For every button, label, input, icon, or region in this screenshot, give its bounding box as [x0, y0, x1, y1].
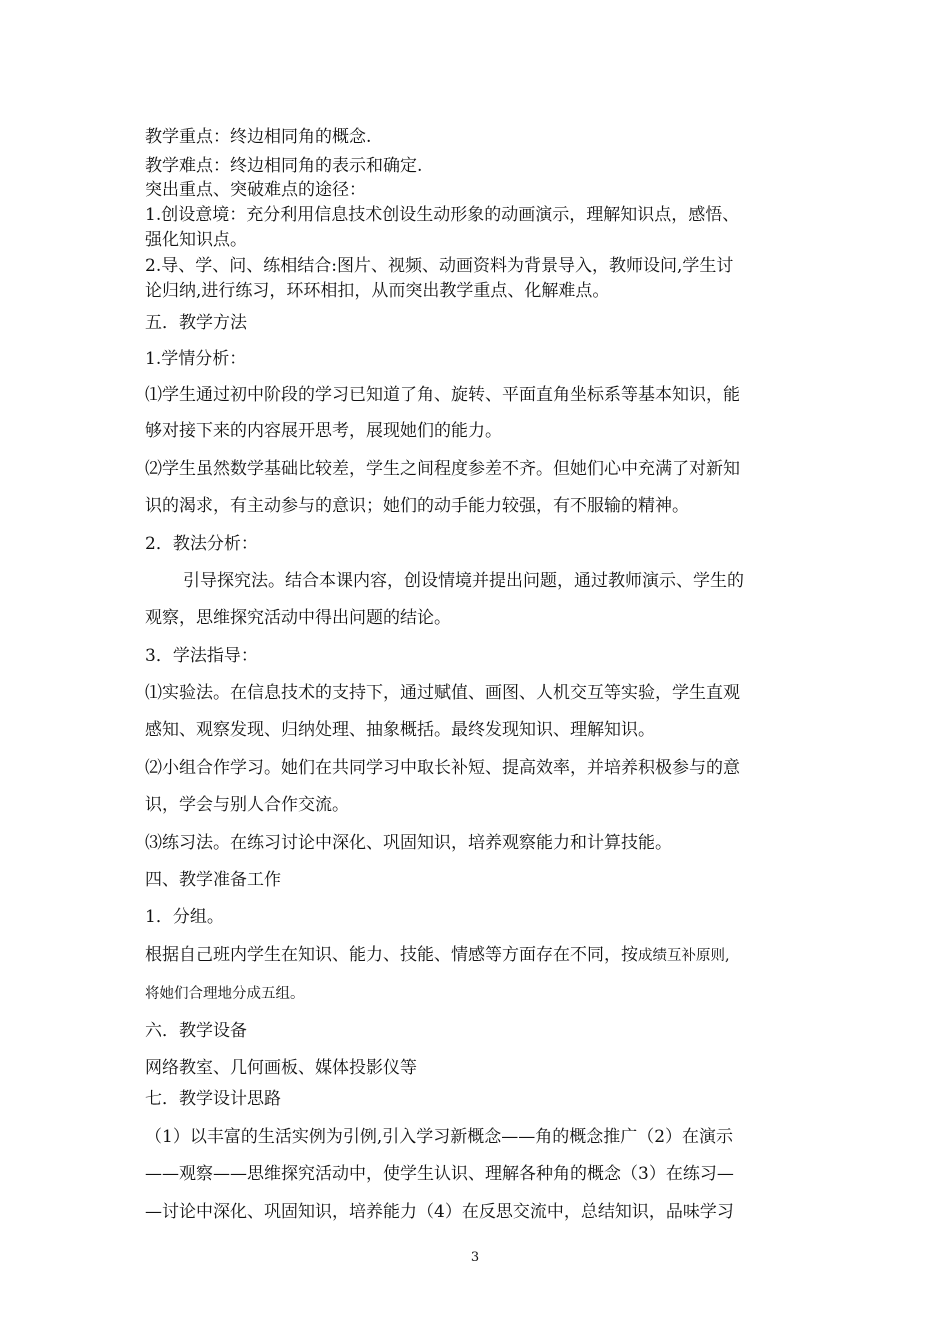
subsection-heading: 1.学情分析： — [145, 349, 247, 369]
text-segment-small: 成绩互补原则, — [638, 948, 730, 964]
text-line: 感知、观察发现、归纳处理、抽象概括。最终发现知识、理解知识。 — [145, 720, 655, 740]
page-number: 3 — [470, 1250, 480, 1265]
approach-heading: 突出重点、突破难点的途径： — [145, 180, 366, 200]
section-heading: 五．教学方法 — [145, 313, 247, 333]
text-line: 1.创设意境：充分利用信息技术创设生动形象的动画演示，理解知识点，感悟、 — [145, 205, 740, 225]
text-line: 网络教室、几何画板、媒体投影仪等 — [145, 1058, 417, 1078]
text-line: 观察，思维探究活动中得出问题的结论。 — [145, 608, 451, 628]
text-line: 2.导、学、问、练相结合:图片、视频、动画资料为背景导入，教师设问,学生讨 — [145, 256, 734, 276]
difficulty-line: 教学难点：终边相同角的表示和确定. — [145, 156, 423, 176]
text-line: 识的渴求，有主动参与的意识；她们的动手能力较强，有不服输的精神。 — [145, 496, 689, 516]
text-line: ——观察——思维探究活动中，使学生认识、理解各种角的概念（3）在练习— — [145, 1164, 734, 1184]
text-line: 够对接下来的内容展开思考，展现她们的能力。 — [145, 421, 502, 441]
section-heading: 六．教学设备 — [145, 1021, 247, 1041]
subsection-heading: 3．学法指导： — [145, 646, 258, 666]
text-line: ⑵小组合作学习。她们在共同学习中取长补短、提高效率，并培养积极参与的意 — [145, 758, 740, 778]
text-line: ⑴学生通过初中阶段的学习已知道了角、旋转、平面直角坐标系等基本知识，能 — [145, 385, 740, 405]
subsection-heading: 2．教法分析： — [145, 534, 258, 554]
subsection-heading: 1．分组。 — [145, 907, 224, 927]
text-line — [145, 945, 730, 966]
text-line: 识，学会与别人合作交流。 — [145, 795, 349, 815]
text-line: 引导探究法。结合本课内容，创设情境并提出问题，通过教师演示、学生的 — [183, 571, 744, 591]
key-point-line: 教学重点：终边相同角的概念. — [145, 127, 372, 147]
text-segment: 根据自己班内学生在知识、能力、技能、情感等方面存在不同，按 — [145, 945, 638, 965]
text-line: 强化知识点。 — [145, 230, 247, 250]
section-heading: 七．教学设计思路 — [145, 1089, 281, 1109]
text-line: 将她们合理地分成五组。 — [145, 986, 305, 1002]
section-heading: 四、教学准备工作 — [145, 870, 281, 890]
text-line: 论归纳,进行练习，环环相扣，从而突出教学重点、化解难点。 — [145, 281, 610, 301]
text-line: —讨论中深化、巩固知识，培养能力（4）在反思交流中，总结知识，品味学习 — [145, 1202, 734, 1222]
text-line: ⑶练习法。在练习讨论中深化、巩固知识，培养观察能力和计算技能。 — [145, 833, 672, 853]
text-line: （1）以丰富的生活实例为引例,引入学习新概念——角的概念推广（2）在演示 — [145, 1127, 734, 1147]
text-line: ⑴实验法。在信息技术的支持下，通过赋值、画图、人机交互等实验，学生直观 — [145, 683, 740, 703]
text-line: ⑵学生虽然数学基础比较差，学生之间程度参差不齐。但她们心中充满了对新知 — [145, 459, 740, 479]
